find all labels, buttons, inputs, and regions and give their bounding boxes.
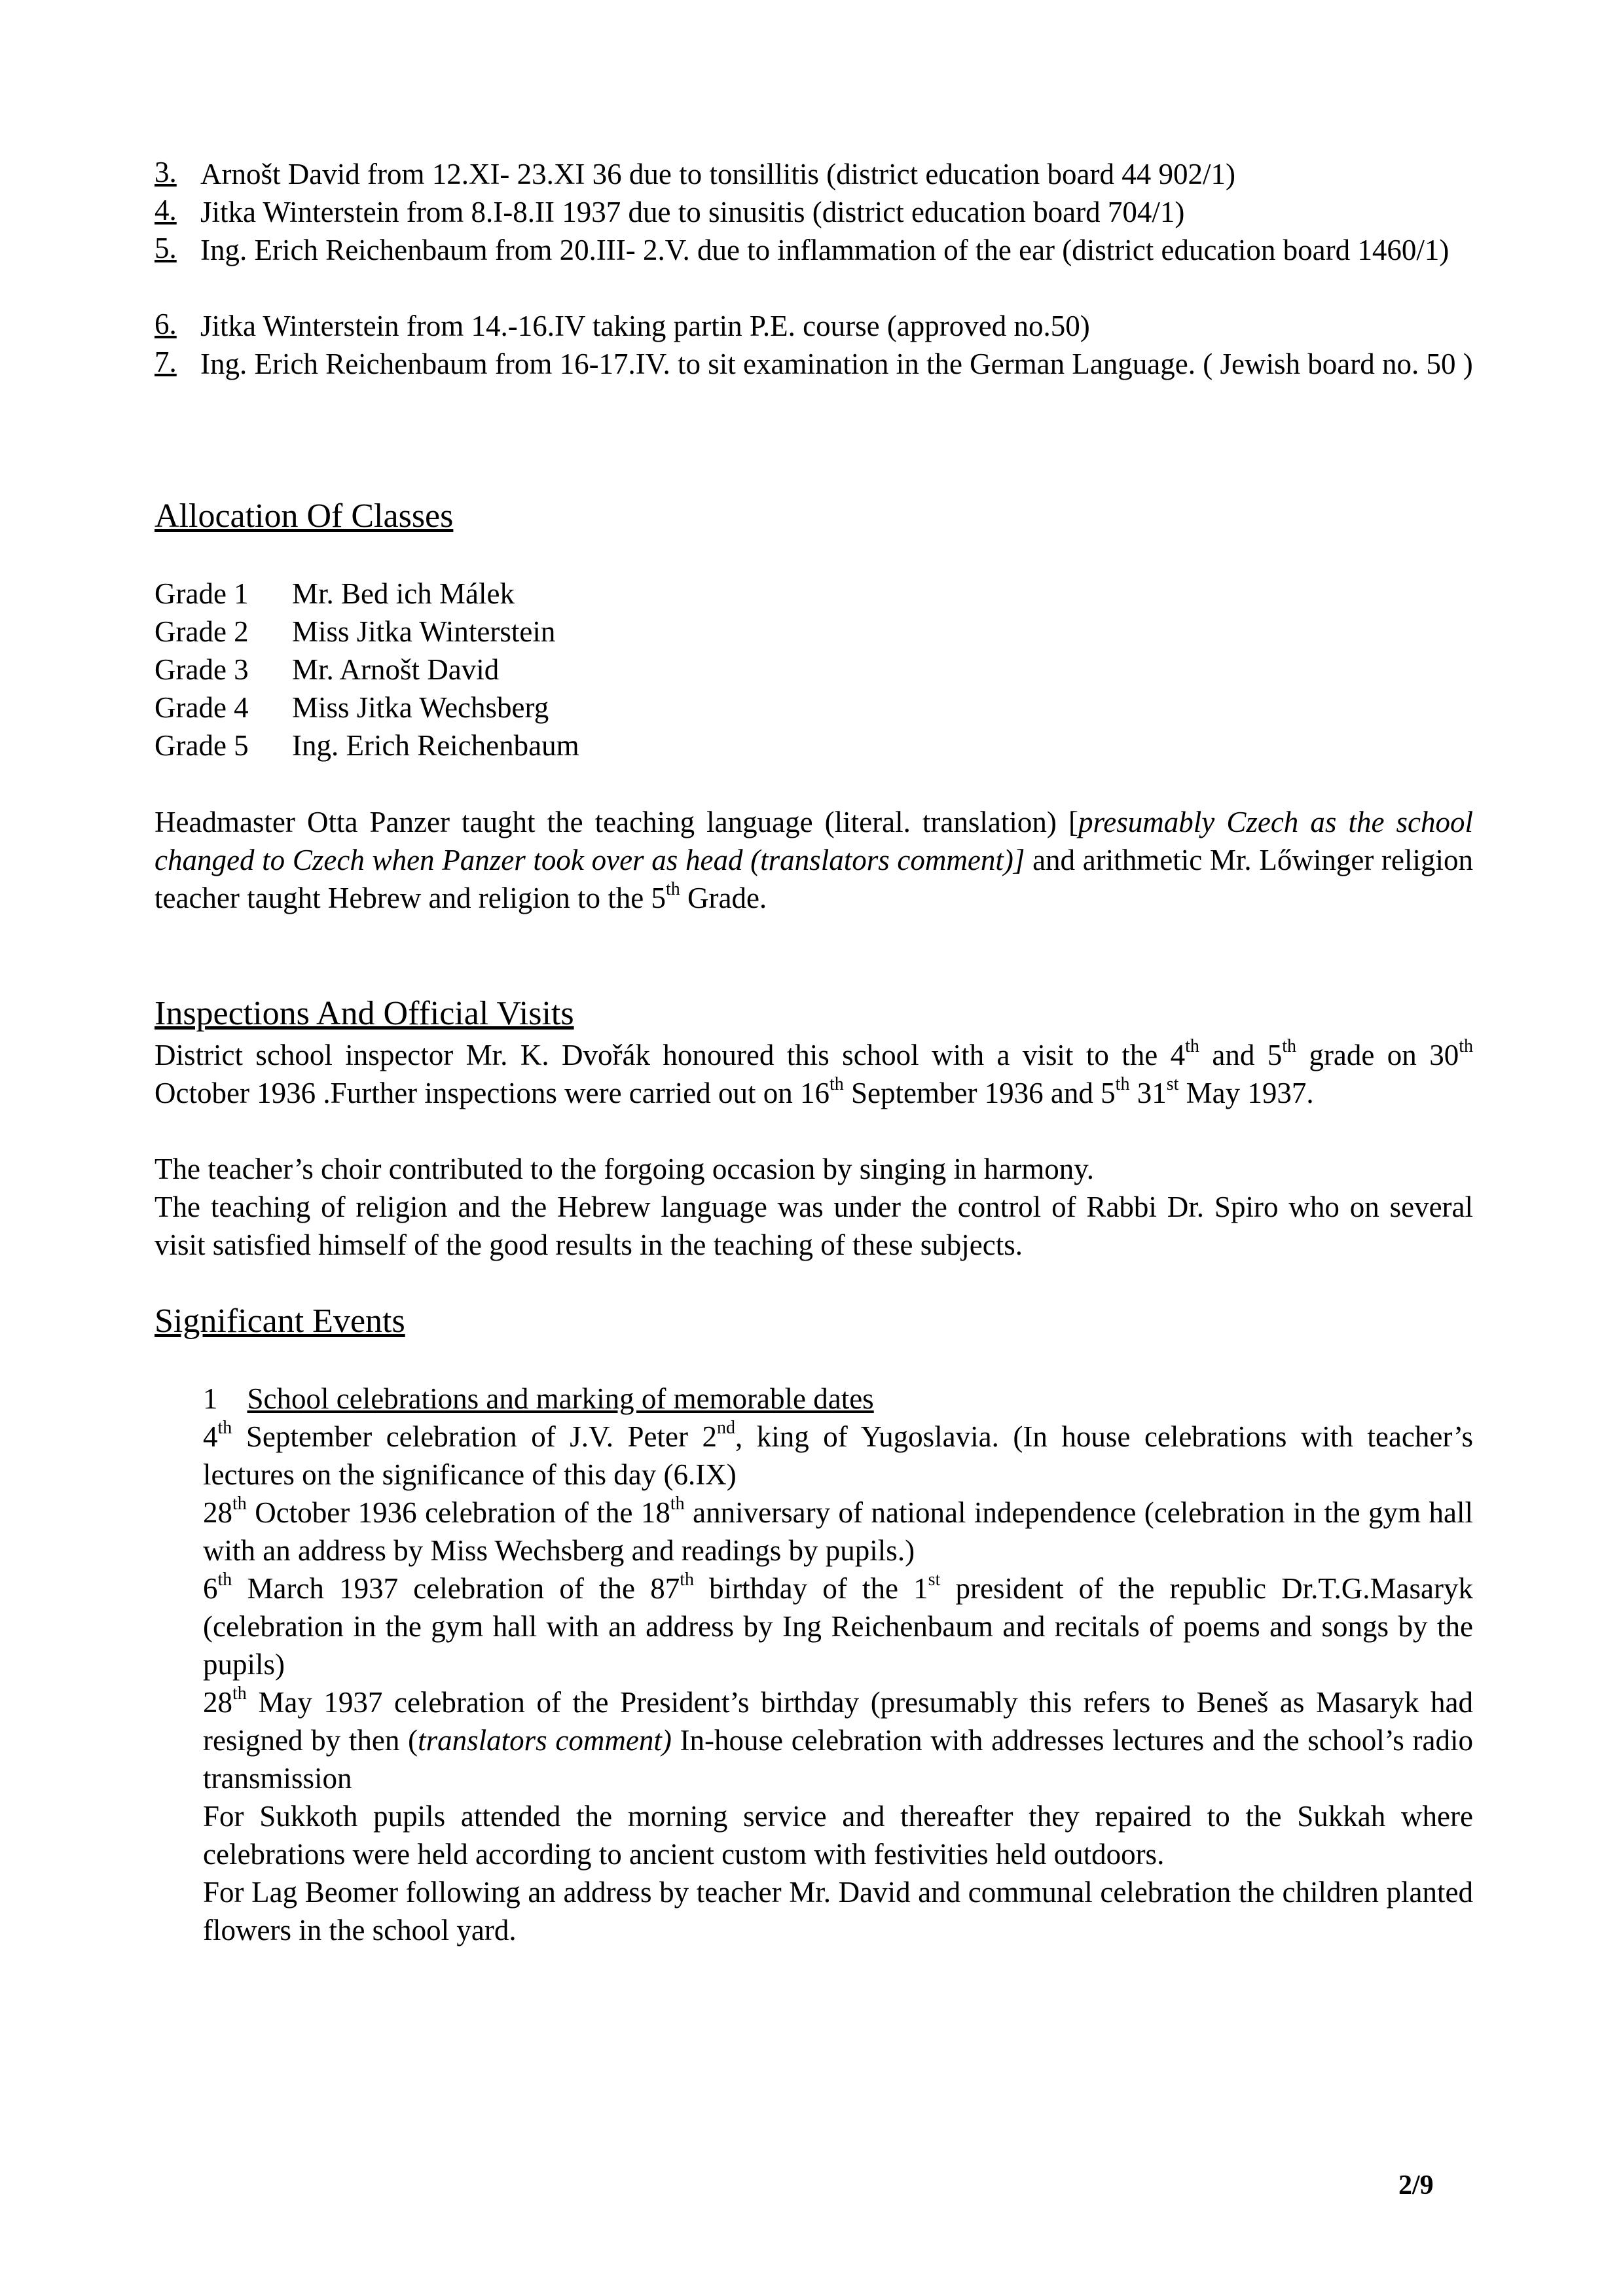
superscript: th <box>217 1570 232 1590</box>
superscript: th <box>1282 1036 1297 1056</box>
superscript: th <box>1115 1074 1130 1094</box>
text-run: and arithmetic Mr. Lőwinger religion teacher taught Hebrew and religion to the 5 <box>155 844 1473 914</box>
superscript: nd <box>716 1418 735 1438</box>
text-run: 31 <box>1129 1077 1167 1109</box>
text-run: Grade. <box>680 882 767 914</box>
grade-label: Grade 2 <box>155 615 249 648</box>
text-run: May 1937. <box>1178 1077 1314 1109</box>
section-heading-inspections: Inspections And Official Visits <box>155 995 574 1032</box>
inspection-paragraph <box>155 1036 1473 1112</box>
section-heading-allocation: Allocation Of Classes <box>155 497 454 535</box>
text-run: September 1936 and 5 <box>843 1077 1116 1109</box>
event-item <box>203 1570 1473 1683</box>
choir-paragraph: The teacher’s choir contributed to the forgoing occasion by singing in harmony. <box>155 1153 1095 1185</box>
list-number: 7. <box>155 346 177 378</box>
text-run: grade on 30 <box>1296 1039 1459 1071</box>
grade-row <box>155 575 515 613</box>
text-run: September celebration of J.V. Peter 2 <box>232 1420 717 1453</box>
text-run: president of the republic Dr.T.G.Masaryk (celebration in the gym hall with an address by Ing Reichenbaum and recitals of poems and songs by the pupils) <box>203 1572 1473 1681</box>
headmaster-paragraph <box>155 803 1473 917</box>
grade-teacher: Mr. Bed ich Málek <box>292 577 515 610</box>
superscript: th <box>232 1494 247 1514</box>
text-run: 4 <box>203 1420 218 1453</box>
superscript: th <box>670 1494 685 1514</box>
list-item: Arnošt David from 12.XI- 23.XI 36 due to tonsillitis (district education board 44 902/1) <box>200 158 1235 190</box>
list-number: 4. <box>155 194 177 226</box>
religion-paragraph: The teaching of religion and the Hebrew language was under the control of Rabbi Dr. Spiro who on several visit satisfied himself of the good results in the teaching of these subjects. <box>155 1191 1473 1261</box>
italic-text-run: presumably Czech as the school changed to Czech when Panzer took over as head (translators comment)] <box>155 806 1474 876</box>
text-run: Headmaster Otta Panzer taught the teaching language (literal. translation) [ <box>155 806 1078 838</box>
text-run: October 1936 celebration of the 18 <box>246 1496 670 1529</box>
text-run: March 1937 celebration of the 87 <box>232 1572 680 1605</box>
list-item: Ing. Erich Reichenbaum from 20.III- 2.V. due to inflammation of the ear (district education board 1460/1) <box>200 234 1450 266</box>
list-item: Jitka Winterstein from 8.I-8.II 1937 due to sinusitis (district education board 704/1) <box>200 196 1185 228</box>
superscript: th <box>232 1683 247 1704</box>
text-run: 28 <box>203 1686 232 1719</box>
superscript: th <box>1185 1036 1199 1056</box>
text-run: birthday of the 1 <box>693 1572 928 1605</box>
text-run: District school inspector Mr. K. Dvořák honoured this school with a visit to the 4 <box>155 1039 1186 1071</box>
text-run: 28 <box>203 1496 232 1529</box>
event-item <box>203 1494 1473 1570</box>
list-number: 3. <box>155 156 177 188</box>
event-item: For Sukkoth pupils attended the morning service and thereafter they repaired to the Sukkah where celebrations were held according to ancient custom with festivities held outdoors. <box>203 1800 1473 1871</box>
event-item <box>203 1683 1473 1797</box>
superscript: st <box>1166 1074 1179 1094</box>
text-run: , king of Yugoslavia. (In house celebrations with teacher’s lectures on the significance of this day (6.IX) <box>203 1420 1473 1491</box>
grade-teacher: Miss Jitka Winterstein <box>292 615 556 648</box>
grade-label: Grade 1 <box>155 577 249 610</box>
list-item: Jitka Winterstein from 14.-16.IV taking partin P.E. course (approved no.50) <box>200 310 1090 342</box>
page-number: 2/9 <box>1398 2170 1434 2200</box>
event-item: For Lag Beomer following an address by teacher Mr. David and communal celebration the children planted flowers in the school yard. <box>203 1876 1473 1946</box>
list-item: Ing. Erich Reichenbaum from 16-17.IV. to sit examination in the German Language. ( Jewish board no. 50 ) <box>200 348 1473 380</box>
grade-row <box>155 689 549 726</box>
text-run: anniversary of national independence (celebration in the gym hall with an address by Miss Wechsberg and readings by pupils.) <box>203 1496 1473 1567</box>
grade-teacher: Miss Jitka Wechsberg <box>292 691 549 724</box>
grade-label: Grade 3 <box>155 653 249 686</box>
text-run: May 1937 celebration of the President’s birthday (presumably this refers to Beneš as Masaryk had resigned by then ( <box>203 1686 1473 1757</box>
subheading-title: School celebrations and marking of memorable dates <box>247 1382 874 1415</box>
grade-row <box>155 726 579 764</box>
events-list <box>203 1380 1473 1949</box>
grade-row <box>155 613 555 651</box>
list-number: 5. <box>155 232 177 264</box>
events-subheading <box>203 1380 1473 1418</box>
superscript: th <box>829 1074 844 1094</box>
subheading-number: 1 <box>203 1382 218 1415</box>
superscript: th <box>1459 1036 1473 1056</box>
list-number: 6. <box>155 308 177 340</box>
superscript: th <box>217 1418 232 1438</box>
grade-row <box>155 651 499 689</box>
superscript: st <box>928 1570 941 1590</box>
grade-teacher: Mr. Arnošt David <box>292 653 500 686</box>
superscript: th <box>665 879 680 899</box>
text-run: and 5 <box>1199 1039 1283 1071</box>
italic-text-run: translators comment) <box>418 1724 672 1757</box>
section-heading-events: Significant Events <box>155 1302 405 1340</box>
text-run: In-house celebration with addresses lectures and the school’s radio transmission <box>203 1724 1473 1795</box>
grade-label: Grade 5 <box>155 729 249 762</box>
event-item <box>203 1418 1473 1494</box>
grade-label: Grade 4 <box>155 691 249 724</box>
text-run: 6 <box>203 1572 218 1605</box>
text-run: October 1936 .Further inspections were carried out on 16 <box>155 1077 830 1109</box>
grade-teacher: Ing. Erich Reichenbaum <box>292 729 579 762</box>
superscript: th <box>680 1570 694 1590</box>
